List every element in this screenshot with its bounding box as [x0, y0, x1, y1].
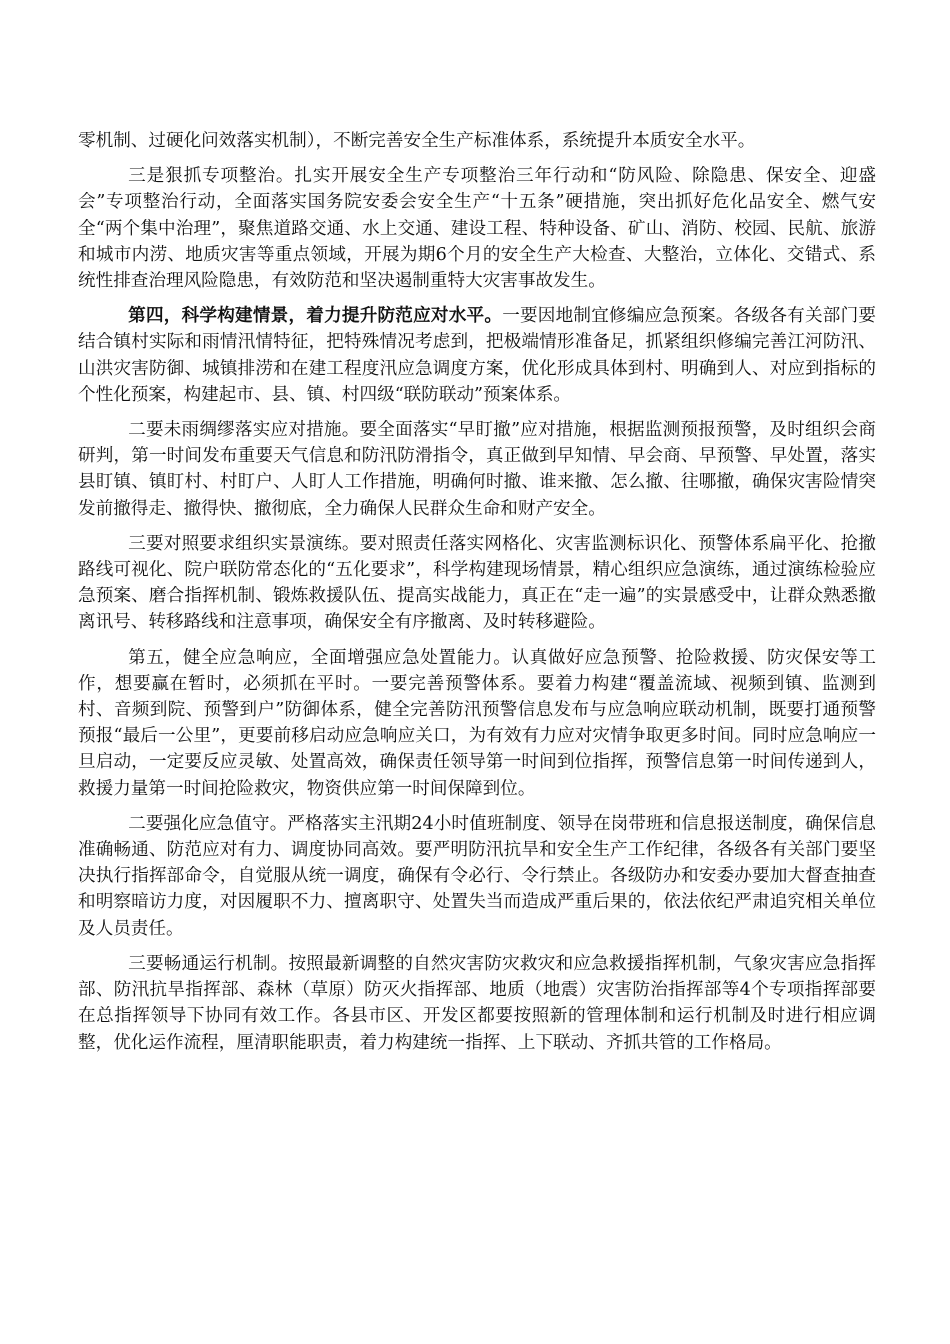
paragraph-3-text: 一要因地制宜修编应急预案。各级各有关部门要结合镇村实际和雨情汛情特征，把特殊情况考虑到，把极端情形准备足，抓紧组织修编完善江河防汛、山洪灾害防御、城镇排涝和在建工程度汛应急调度方案，优化形成具体到村、明确到人、对应到指标的个性化预案，构建起市、县、镇、村四级“联防联动”预案体系。 [78, 306, 876, 405]
paragraph-5-text: 三要对照要求组织实景演练。要对照责任落实网格化、灾害监测标识化、预警体系扁平化、抢撤路线可视化、院户联防常态化的“五化要求”，科学构建现场情景，精心组织应急演练，通过演练检验应急预案、磨合指挥机制、锻炼救援队伍、提高实战能力，真正在“走一遍”的实景感受中，让群众熟悉撤离讯号、转移路线和注意事项，确保安全有序撤离、及时转移避险。 [78, 533, 876, 633]
paragraph-1-text: 零机制、过硬化问效落实机制），不断完善安全生产标准体系，系统提升本质安全水平。 [78, 131, 756, 151]
paragraph-6 [78, 645, 876, 802]
paragraph-1 [78, 128, 876, 154]
paragraph-4 [78, 417, 876, 522]
paragraph-2 [78, 163, 876, 294]
paragraph-6-text: 第五，健全应急响应，全面增强应急处置能力。认真做好应急预警、抢险救援、防灾保安等工作，想要赢在暂时，必须抓在平时。一要完善预警体系。要着力构建“覆盖流域、视频到镇、监测到村、音频到院、预警到户”防御体系，健全完善防汛预警信息发布与应急响应联动机制，既要打通预警预报“最后一公里”，更要前移启动应急响应关口，为有效有力应对灾情争取更多时间。同时应急响应一旦启动，一定要反应灵敏、处置高效，确保责任领导第一时间到位指挥，预警信息第一时间传递到人，救援力量第一时间抢险救灾，物资供应第一时间保障到位。 [78, 647, 876, 799]
paragraph-8 [78, 951, 876, 1056]
paragraph-7 [78, 811, 876, 942]
paragraph-7-text: 二要强化应急值守。严格落实主汛期24小时值班制度、领导在岗带班和信息报送制度，确保信息准确畅通、防范应对有力、调度协同高效。要严明防汛抗旱和安全生产工作纪律，各级各有关部门要坚决执行指挥部命令，自觉服从统一调度，确保有令必行、令行禁止。各级防办和安委办要加大督查抽查和明察暗访力度，对因履职不力、擅离职守、处置失当而造成严重后果的，依法依纪严肃追究相关单位及人员责任。 [78, 813, 876, 939]
paragraph-2-text: 三是狠抓专项整治。扎实开展安全生产专项整治三年行动和“防风险、除隐患、保安全、迎盛会”专项整治行动，全面落实国务院安委会安全生产“十五条”硬措施，突出抓好危化品安全、燃气安全“两个集中治理”，聚焦道路交通、水上交通、建设工程、特种设备、矿山、消防、校园、民航、旅游和城市内涝、地质灾害等重点领域，开展为期6个月的安全生产大检查、大整治，立体化、交错式、系统性排查治理风险隐患，有效防范和坚决遏制重特大灾害事故发生。 [78, 166, 876, 292]
paragraph-8-text: 三要畅通运行机制。按照最新调整的自然灾害防灾救灾和应急救援指挥机制，气象灾害应急指挥部、防汛抗旱指挥部、森林（草原）防灭火指挥部、地质（地震）灾害防治指挥部等4个专项指挥部要在总指挥领导下协同有效工作。各县市区、开发区都要按照新的管理体制和运行机制及时进行相应调整，优化运作流程，厘清职能职责，着力构建统一指挥、上下联动、齐抓共管的工作格局。 [78, 953, 876, 1053]
paragraph-5 [78, 531, 876, 636]
paragraph-3-lead: 第四，科学构建情景，着力提升防范应对水平。 [128, 305, 503, 327]
document-body [78, 128, 876, 1065]
paragraph-4-text: 二要未雨绸缪落实应对措施。要全面落实“早盯撤”应对措施，根据监测预报预警，及时组织会商研判，第一时间发布重要天气信息和防汛防滑指令，真正做到早知情、早会商、早预警、早处置，落实县盯镇、镇盯村、村盯户、人盯人工作措施，明确何时撤、谁来撤、怎么撤、往哪撤，确保灾害险情突发前撤得走、撤得快、撤彻底，全力确保人民群众生命和财产安全。 [78, 420, 876, 519]
paragraph-3 [78, 303, 876, 408]
